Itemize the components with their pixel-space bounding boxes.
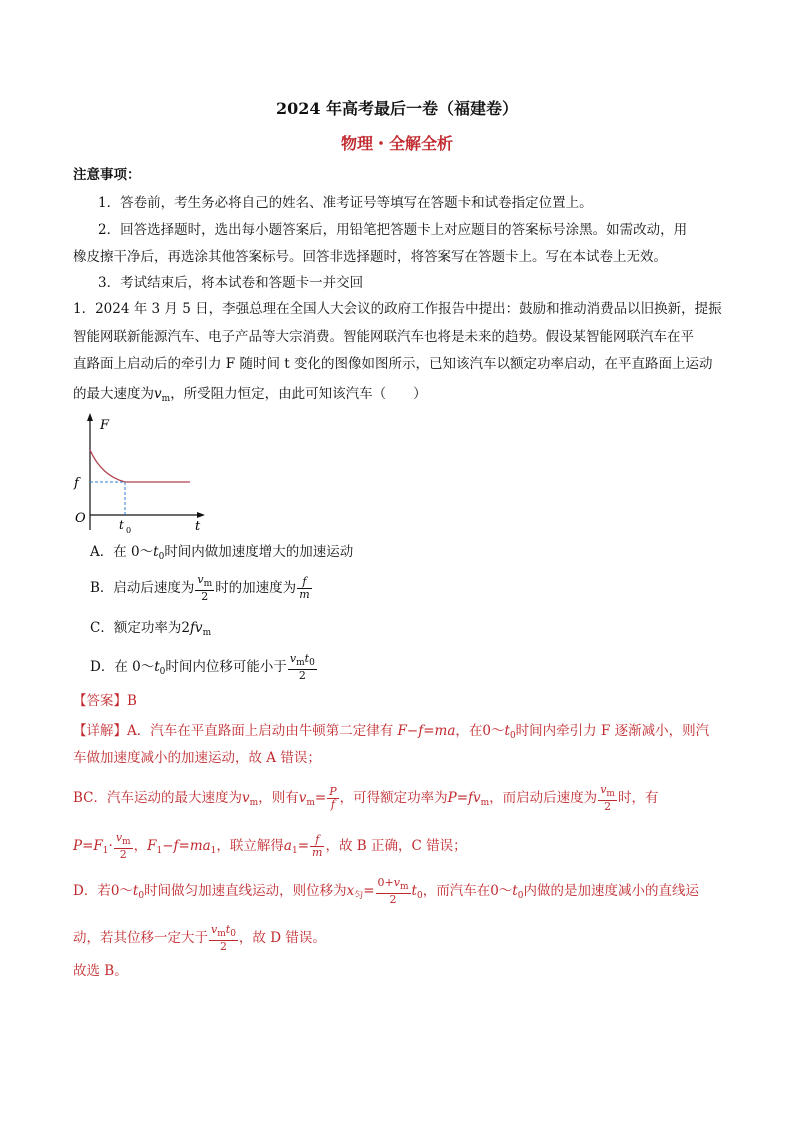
option-a: A．在 $0\sim t_0$时间内做加速度增大的加速运动 [90,544,354,562]
analysis-a-line-1: 【详解】A．汽车在平直路面上启动由牛顿第二定律有 F−f=ma，在$0\sim t_0$时间内牵引力 F 逐渐减小，则汽 [73,723,710,741]
analysis-a-line-2: 车做加速度减小的加速运动，故 A 错误； [73,750,321,766]
x-axis-label: t [195,519,201,534]
analysis-bc-line-2: $P=F_1\cdot$ $\frac{v_m}{2}$ ，$F_1-f=ma_1$，联立解得$a_1=$ $\frac{f}{m}$ ，故 B 正确，C 错误； [73,831,467,861]
notice-item-3: 3．考试结束后，将本试卷和答题卡一并交回 [98,275,364,291]
y-axis-label: F [100,418,110,433]
origin-label: O [75,511,86,526]
notice-heading: 注意事项： [73,167,141,183]
force-curve [90,450,125,482]
analysis-bc-line-1: BC．汽车运动的最大速度为$v_m$，则有$v_m=$ $\frac{P}{f}$ ，可得额定功率为$P=fv_m$，而启动后速度为 $\frac{v_m}{2}$ 时，有 [73,783,659,813]
option-c: C．额定功率为$2fv_m$ [90,620,212,638]
analysis-conclusion: 故选 B。 [73,963,128,979]
page-title: 2024 年高考最后一卷（福建卷） [275,99,519,118]
question-line-1: 1．2024 年 3 月 5 日，李强总理在全国人大会议的政府工作报告中提出：鼓励和推动消费品以旧换新，提振 [73,301,722,317]
question-line-4: 的最大速度为$v_m$，所受阻力恒定，由此可知该汽车（ ） [73,386,427,404]
t0-subscript: 0 [126,526,132,535]
notice-item-1: 1．答卷前，考生务必将自己的姓名、准考证号等填写在答题卡和试卷指定位置上。 [98,195,593,211]
t0-label: t [119,518,124,532]
analysis-d-line-2: 动，若其位移一定大于 $\frac{v_mt_0}{2}$ ，故 D 错误。 [73,923,326,953]
notice-item-2: 2．回答选择题时，选出每小题答案后，用铅笔把答题卡上对应题目的答案标号涂黑。如需改动，用 [98,222,688,238]
page-subtitle: 物理・全解全析 [340,134,453,153]
force-time-graph [70,410,220,535]
notice-item-2-cont: 橡皮擦干净后，再选涂其他答案标号。回答非选择题时，将答案写在答题卡上。写在本试卷上无效。 [73,249,667,265]
f-label: f [74,476,79,491]
answer-label: 【答案】B [73,693,137,709]
question-line-3: 直路面上启动后的牵引力 F 随时间 t 变化的图像如图所示，已知该汽车以额定功率启动，在平直路面上运动 [73,356,713,372]
question-line-2: 智能网联新能源汽车、电子产品等大宗消费。智能网联汽车也将是未来的趋势。假设某智能网联汽车在平 [73,329,694,345]
analysis-d-line-1: D．若$0\sim t_0$时间做匀加速直线运动，则位移为$x_匀=$ $\frac{0+v_m}{2}$ $t_0$，而汽车在$0\sim t_0$内做的是加速度减小的直线运 [73,876,699,906]
option-d: D．在 $0\sim t_0$时间内位移可能小于 $\frac{v_mt_0}{2}$ [90,652,315,682]
option-b: B．启动后速度为 $\frac{v_m}{2}$ 时的加速度为 $\frac{f}{m}$ [90,573,310,603]
